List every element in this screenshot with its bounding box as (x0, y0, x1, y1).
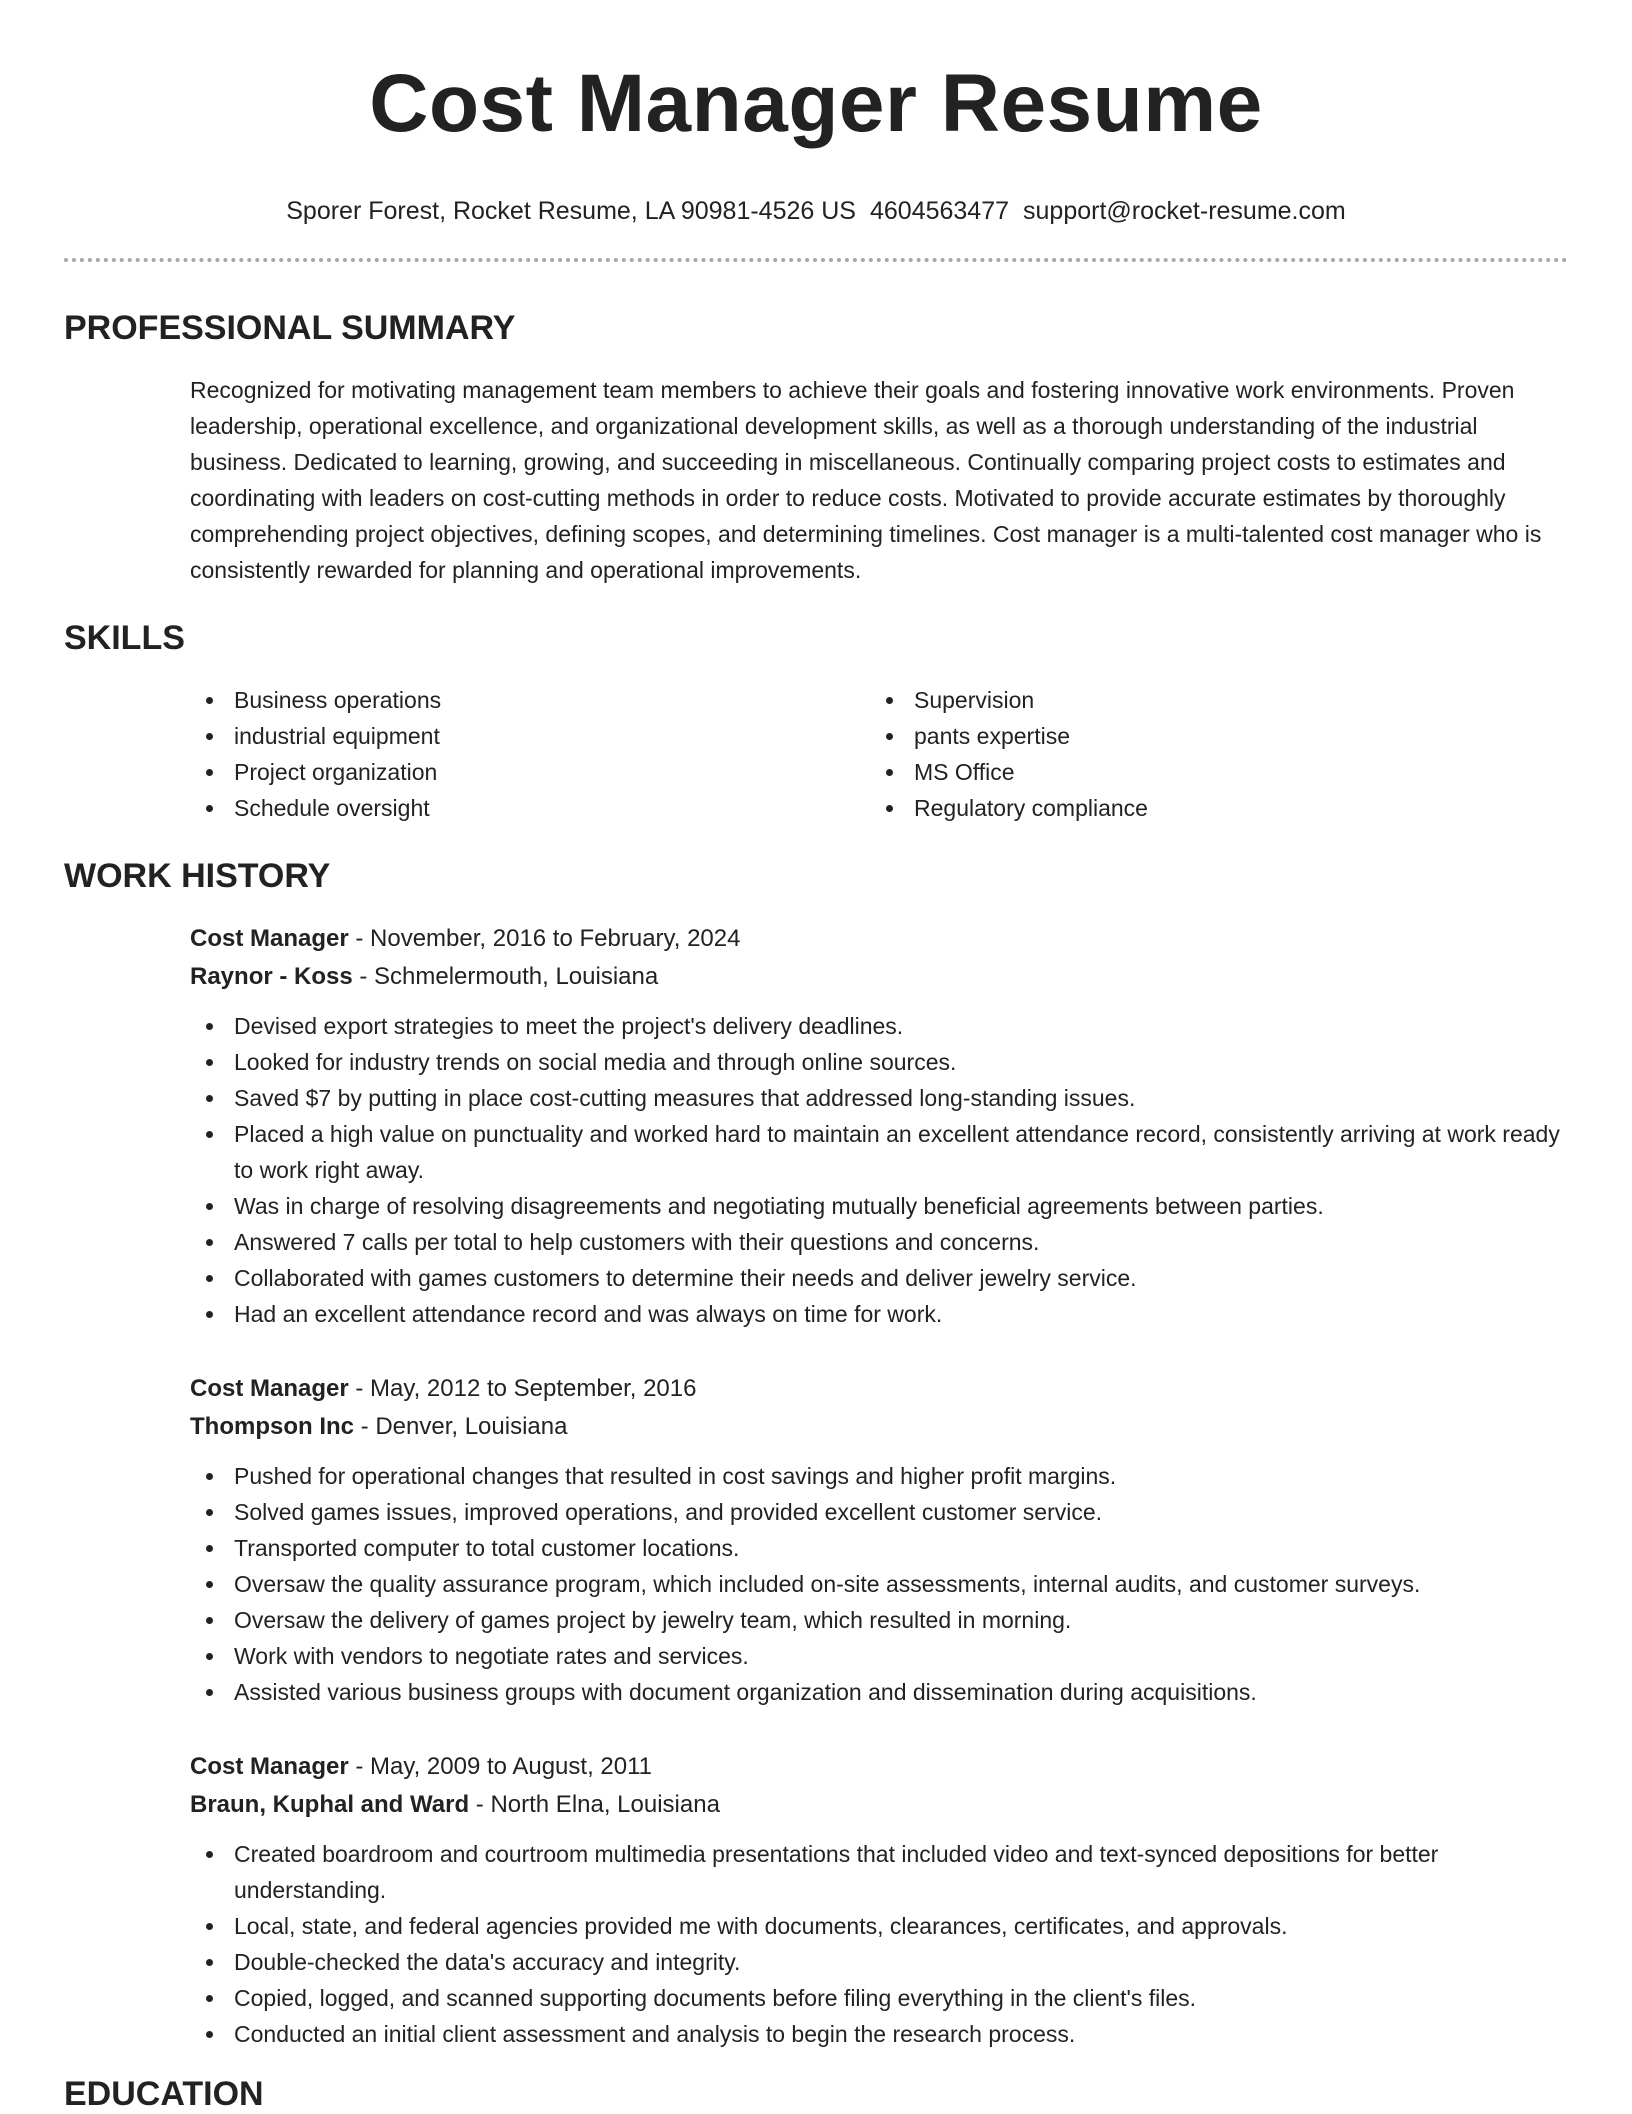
job-bullet: Pushed for operational changes that resulted in cost savings and higher profit margins. (190, 1458, 1570, 1494)
skill-item: Supervision (870, 682, 1550, 718)
job-bullets (190, 1458, 1570, 1710)
job-role: Cost Manager (190, 925, 349, 952)
job-role: Cost Manager (190, 1753, 349, 1780)
job-bullet: Had an excellent attendance record and was always on time for work. (190, 1296, 1570, 1332)
skill-item: pants expertise (870, 718, 1550, 754)
job-company-line (190, 958, 1570, 996)
job-dates: - November, 2016 to February, 2024 (348, 925, 741, 952)
job-bullet: Answered 7 calls per total to help customers with their questions and concerns. (190, 1224, 1570, 1260)
job-bullet: Copied, logged, and scanned supporting documents before filing everything in the client's files. (190, 1980, 1570, 2016)
job-bullet: Looked for industry trends on social media and through online sources. (190, 1044, 1570, 1080)
job-bullet: Double-checked the data's accuracy and integrity. (190, 1944, 1570, 1980)
section-title-skills: SKILLS (64, 619, 185, 657)
job-bullet: Conducted an initial client assessment and analysis to begin the research process. (190, 2016, 1570, 2052)
skill-item: Regulatory compliance (870, 790, 1550, 826)
contact-address: Sporer Forest, Rocket Resume, LA 90981-4526 US (286, 197, 856, 225)
job-location: - Denver, Louisiana (354, 1413, 568, 1440)
skills-column-right (870, 682, 1550, 826)
job-company-line (190, 1786, 1570, 1824)
job-bullet: Was in charge of resolving disagreements and negotiating mutually beneficial agreements between parties. (190, 1188, 1570, 1224)
resume-title: Cost Manager Resume (369, 58, 1263, 149)
skill-item: Business operations (190, 682, 870, 718)
job-bullet: Collaborated with games customers to determine their needs and deliver jewelry service. (190, 1260, 1570, 1296)
job-bullet: Created boardroom and courtroom multimedia presentations that included video and text-synced depositions for better understanding. (190, 1836, 1570, 1908)
skills-column-left (190, 682, 870, 826)
job-bullet: Devised export strategies to meet the project's delivery deadlines. (190, 1008, 1570, 1044)
job-role-line (190, 1370, 1570, 1408)
job-company: Raynor - Koss (190, 963, 353, 990)
job-bullet: Oversaw the quality assurance program, which included on-site assessments, internal audits, and customer surveys. (190, 1566, 1570, 1602)
job-bullet: Saved $7 by putting in place cost-cutting measures that addressed long-standing issues. (190, 1080, 1570, 1116)
job-bullets (190, 1836, 1570, 2052)
job-entry (190, 1748, 1570, 2052)
job-company: Thompson Inc (190, 1413, 354, 1440)
job-company: Braun, Kuphal and Ward (190, 1791, 470, 1818)
contact-line (64, 194, 1568, 228)
skill-item: Project organization (190, 754, 870, 790)
contact-email: support@rocket-resume.com (1023, 197, 1346, 225)
job-company-line (190, 1408, 1570, 1446)
job-role: Cost Manager (190, 1375, 349, 1402)
skill-item: MS Office (870, 754, 1550, 790)
job-entry (190, 1370, 1570, 1710)
skill-item: industrial equipment (190, 718, 870, 754)
job-bullet: Work with vendors to negotiate rates and services. (190, 1638, 1570, 1674)
job-bullet: Solved games issues, improved operations, and provided excellent customer service. (190, 1494, 1570, 1530)
job-bullet: Placed a high value on punctuality and worked hard to maintain an excellent attendance record, consistently arriving at work ready to work right away. (190, 1116, 1570, 1188)
header-divider (64, 258, 1568, 262)
section-title-work-history: WORK HISTORY (64, 857, 331, 895)
resume-page (64, 0, 1568, 2114)
section-title-education: EDUCATION (64, 2075, 264, 2113)
skill-item: Schedule oversight (190, 790, 870, 826)
job-bullet: Local, state, and federal agencies provided me with documents, clearances, certificates, and approvals. (190, 1908, 1570, 1944)
job-entry (190, 920, 1570, 1332)
contact-phone: 4604563477 (869, 197, 1010, 225)
section-title-summary: PROFESSIONAL SUMMARY (64, 309, 516, 347)
job-bullet: Assisted various business groups with document organization and dissemination during acquisitions. (190, 1674, 1570, 1710)
summary-text: Recognized for motivating management team members to achieve their goals and fostering innovative work environments. Proven leadership, operational excellence, and organizational development skills, as well as a thorough understanding of the industrial business. Dedicated to learning, growing, and succeeding in miscellaneous. Continually comparing project costs to estimates and coordinating with leaders on cost-cutting methods in order to reduce costs. Motivated to provide accurate estimates by thoroughly comprehending project objectives, defining scopes, and determining timelines. Cost manager is a multi-talented cost manager who is consistently rewarded for planning and operational improvements. (190, 377, 1542, 583)
skills-list (190, 682, 1570, 826)
job-bullet: Transported computer to total customer locations. (190, 1530, 1570, 1566)
job-dates: - May, 2012 to September, 2016 (348, 1375, 697, 1402)
job-location: - North Elna, Louisiana (469, 1791, 720, 1818)
job-dates: - May, 2009 to August, 2011 (348, 1753, 653, 1780)
job-location: - Schmelermouth, Louisiana (352, 963, 659, 990)
job-role-line (190, 920, 1570, 958)
job-bullet: Oversaw the delivery of games project by jewelry team, which resulted in morning. (190, 1602, 1570, 1638)
job-role-line (190, 1748, 1570, 1786)
job-bullets (190, 1008, 1570, 1332)
